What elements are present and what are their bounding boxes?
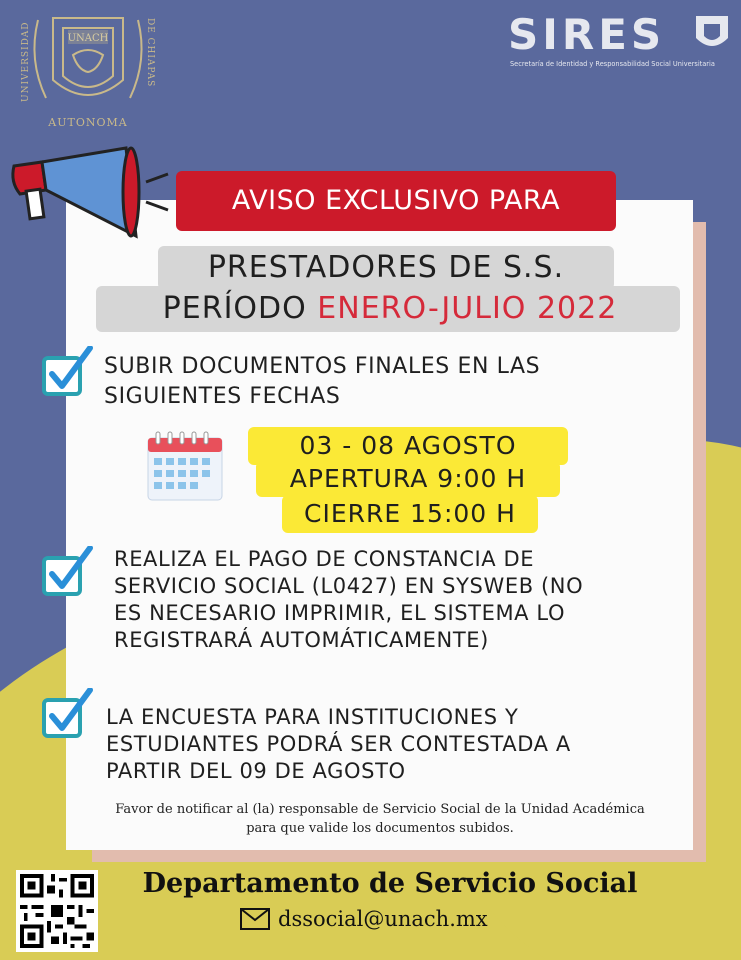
check-icon <box>38 546 90 598</box>
item-1-line-2: SIGUIENTES FECHAS <box>104 384 341 409</box>
date-range: 03 - 08 AGOSTO <box>299 431 517 460</box>
unach-logo <box>18 10 158 132</box>
mail-icon <box>240 908 270 930</box>
calendar-icon <box>146 430 224 502</box>
megaphone-icon <box>6 146 176 246</box>
closing-time: CIERRE 15:00 H <box>304 499 516 528</box>
unach-left-text: UNIVERSIDAD <box>21 21 31 102</box>
sires-shield-icon <box>692 14 732 54</box>
qr-code <box>16 870 98 952</box>
item-3-line-3: PARTIR DEL 09 DE AGOSTO <box>106 759 406 783</box>
opening-time: APERTURA 9:00 H <box>289 464 527 493</box>
title-period-value: ENERO-JULIO 2022 <box>317 291 618 326</box>
item-2-text <box>114 546 684 654</box>
check-icon <box>38 688 90 740</box>
email-address: dssocial@unach.mx <box>278 907 488 931</box>
item-3-line-1: LA ENCUESTA PARA INSTITUCIONES Y <box>106 705 519 729</box>
aviso-banner: AVISO EXCLUSIVO PARA <box>176 171 616 231</box>
item-3-text <box>106 704 676 785</box>
email-row <box>240 902 488 936</box>
item-2-line-1: REALIZA EL PAGO DE CONSTANCIA DE <box>114 547 535 571</box>
unach-bottom-text: AUTONOMA <box>48 116 128 129</box>
item-1-line-1: SUBIR DOCUMENTOS FINALES EN LAS <box>104 354 541 379</box>
title-line-1: PRESTADORES DE S.S. <box>207 250 565 285</box>
check-icon <box>38 346 90 398</box>
unach-right-text: DE CHIAPAS <box>145 18 155 88</box>
item-2-line-2: SERVICIO SOCIAL (L0427) EN SYSWEB (NO <box>114 574 584 598</box>
title-period-label: PERÍODO <box>162 291 307 326</box>
item-3-line-2: ESTUDIANTES PODRÁ SER CONTESTADA A <box>106 732 571 756</box>
footnote <box>80 800 680 838</box>
item-2-line-3: ES NECESARIO IMPRIMIR, EL SISTEMA LO <box>114 601 566 625</box>
title-line-2 <box>100 288 680 330</box>
footnote-line-1: Favor de notificar al (la) responsable de Servicio Social de la Unidad Académica <box>115 802 645 817</box>
footnote-line-2: para que valide los documentos subidos. <box>246 821 514 836</box>
department-name: Departamento de Servicio Social <box>142 868 638 899</box>
sires-wordmark: SIRES <box>508 10 666 59</box>
item-2-line-4: REGISTRARÁ AUTOMÁTICAMENTE) <box>114 628 489 652</box>
item-1-text <box>104 352 664 412</box>
sires-logo <box>508 10 733 70</box>
unach-center-text: UNACH <box>67 33 109 44</box>
sires-subtitle: Secretaría de Identidad y Responsabilidad Social Universitaria <box>510 60 715 68</box>
